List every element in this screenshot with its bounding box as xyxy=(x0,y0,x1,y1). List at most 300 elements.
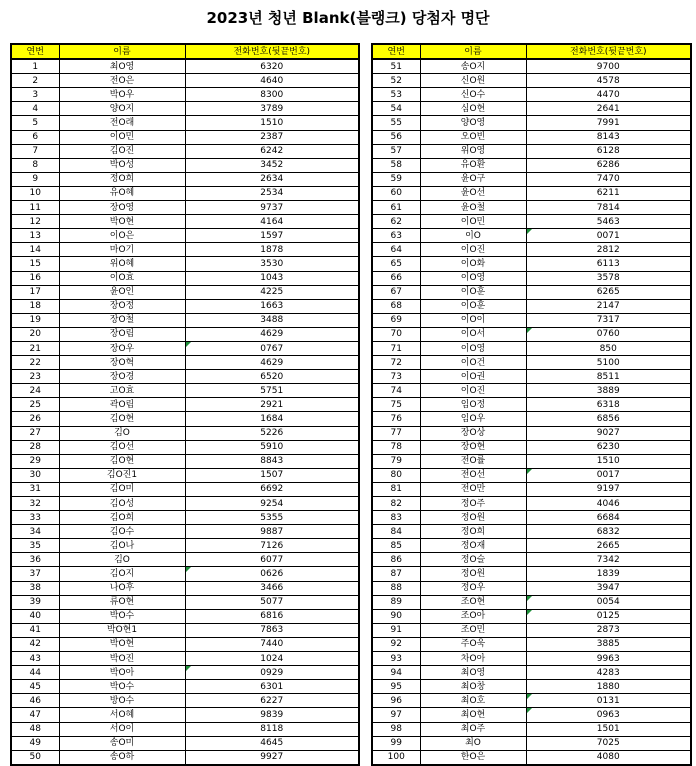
row-phone: 3488 xyxy=(185,313,359,327)
row-phone: 1501 xyxy=(526,722,691,736)
table-row xyxy=(11,637,359,651)
table-row xyxy=(11,511,359,525)
row-phone: 7342 xyxy=(526,553,691,567)
row-phone: 4578 xyxy=(526,74,691,88)
table-row xyxy=(372,750,691,765)
row-phone: 6113 xyxy=(526,257,691,271)
row-name: 전O선 xyxy=(420,468,526,482)
table-row xyxy=(11,454,359,468)
row-number: 45 xyxy=(11,680,59,694)
row-number: 57 xyxy=(372,144,420,158)
row-name: 방O수 xyxy=(59,694,185,708)
table-row xyxy=(372,482,691,496)
row-number: 15 xyxy=(11,257,59,271)
row-number: 86 xyxy=(372,553,420,567)
row-name: 조O민 xyxy=(420,623,526,637)
table-row xyxy=(372,637,691,651)
row-name: 박O현1 xyxy=(59,623,185,637)
table-row xyxy=(372,243,691,257)
row-number: 19 xyxy=(11,313,59,327)
row-name: 윤O철 xyxy=(420,201,526,215)
row-name: 김O미 xyxy=(59,482,185,496)
row-number: 85 xyxy=(372,539,420,553)
table-row xyxy=(11,398,359,412)
row-name: 신O수 xyxy=(420,88,526,102)
table-row xyxy=(372,215,691,229)
row-phone: 6856 xyxy=(526,412,691,426)
row-phone: 4640 xyxy=(185,74,359,88)
row-number: 6 xyxy=(11,130,59,144)
row-name: 정O우 xyxy=(420,581,526,595)
row-phone: 6318 xyxy=(526,398,691,412)
table-row xyxy=(372,313,691,327)
table-row xyxy=(11,567,359,581)
row-name: 장O영 xyxy=(59,201,185,215)
row-phone: 2665 xyxy=(526,539,691,553)
row-number: 78 xyxy=(372,440,420,454)
row-number: 7 xyxy=(11,144,59,158)
page-title: 2023년 청년 Blank(블랭크) 당첨자 명단 xyxy=(206,9,490,27)
row-name: 이O진 xyxy=(420,384,526,398)
row-name: 이O은 xyxy=(59,229,185,243)
row-number: 76 xyxy=(372,412,420,426)
table-row xyxy=(372,356,691,370)
row-number: 39 xyxy=(11,595,59,609)
table-row xyxy=(11,74,359,88)
table-row xyxy=(11,285,359,299)
row-name: 임O우 xyxy=(420,412,526,426)
row-phone: 2873 xyxy=(526,623,691,637)
row-name: 이O권 xyxy=(420,370,526,384)
table-row xyxy=(11,652,359,666)
header-number: 연번 xyxy=(372,44,420,59)
table-row xyxy=(372,201,691,215)
row-name: 최O xyxy=(420,736,526,750)
row-number: 24 xyxy=(11,384,59,398)
table-row xyxy=(372,257,691,271)
row-number: 82 xyxy=(372,497,420,511)
row-number: 88 xyxy=(372,581,420,595)
row-phone: 0131 xyxy=(526,694,691,708)
row-name: 장O림 xyxy=(59,327,185,341)
row-number: 10 xyxy=(11,186,59,200)
row-name: 이O훈 xyxy=(420,285,526,299)
row-number: 40 xyxy=(11,609,59,623)
row-name: 정O재 xyxy=(420,539,526,553)
table-row xyxy=(372,229,691,243)
table-row xyxy=(11,722,359,736)
row-number: 4 xyxy=(11,102,59,116)
row-number: 49 xyxy=(11,736,59,750)
table-row xyxy=(372,694,691,708)
row-name: 최O창 xyxy=(420,680,526,694)
row-number: 89 xyxy=(372,595,420,609)
row-name: 박O수 xyxy=(59,609,185,623)
row-name: 유O혜 xyxy=(59,186,185,200)
row-name: 송O지 xyxy=(420,59,526,74)
row-name: 장O혁 xyxy=(59,356,185,370)
row-name: 전O래 xyxy=(59,116,185,130)
row-number: 2 xyxy=(11,74,59,88)
row-phone: 6242 xyxy=(185,144,359,158)
table-row xyxy=(372,285,691,299)
row-phone: 7025 xyxy=(526,736,691,750)
row-phone: 4629 xyxy=(185,327,359,341)
table-row xyxy=(372,412,691,426)
table-row xyxy=(11,243,359,257)
row-phone: 2921 xyxy=(185,398,359,412)
row-number: 35 xyxy=(11,539,59,553)
table-row xyxy=(372,74,691,88)
row-name: 마O기 xyxy=(59,243,185,257)
row-phone: 4283 xyxy=(526,666,691,680)
row-phone: 6301 xyxy=(185,680,359,694)
table-row xyxy=(372,497,691,511)
row-name: 정O슬 xyxy=(420,553,526,567)
row-phone: 5751 xyxy=(185,384,359,398)
table-row xyxy=(372,722,691,736)
table-row xyxy=(11,257,359,271)
table-row xyxy=(11,666,359,680)
row-name: 박O현 xyxy=(59,637,185,651)
row-name: 나O후 xyxy=(59,581,185,595)
table-row xyxy=(372,370,691,384)
row-name: 김O현 xyxy=(59,454,185,468)
row-phone: 9027 xyxy=(526,426,691,440)
row-number: 56 xyxy=(372,130,420,144)
table-row xyxy=(11,708,359,722)
row-name: 조O아 xyxy=(420,609,526,623)
table-row xyxy=(372,172,691,186)
row-name: 장O현 xyxy=(420,440,526,454)
table-row xyxy=(372,130,691,144)
row-number: 1 xyxy=(11,59,59,74)
row-number: 87 xyxy=(372,567,420,581)
row-phone: 5226 xyxy=(185,426,359,440)
row-number: 11 xyxy=(11,201,59,215)
row-phone: 2641 xyxy=(526,102,691,116)
row-number: 91 xyxy=(372,623,420,637)
row-name: 김O진1 xyxy=(59,468,185,482)
row-name: 정O주 xyxy=(420,497,526,511)
row-number: 72 xyxy=(372,356,420,370)
row-number: 46 xyxy=(11,694,59,708)
row-phone: 8300 xyxy=(185,88,359,102)
row-name: 박O진 xyxy=(59,652,185,666)
row-name: 조O현 xyxy=(420,595,526,609)
row-number: 55 xyxy=(372,116,420,130)
row-number: 37 xyxy=(11,567,59,581)
row-phone: 6211 xyxy=(526,186,691,200)
row-name: 전O은 xyxy=(59,74,185,88)
row-number: 100 xyxy=(372,750,420,765)
table-row xyxy=(372,116,691,130)
row-phone: 0767 xyxy=(185,341,359,355)
row-number: 23 xyxy=(11,370,59,384)
row-name: 김O선 xyxy=(59,440,185,454)
table-row xyxy=(11,102,359,116)
row-phone: 6684 xyxy=(526,511,691,525)
table-row xyxy=(11,680,359,694)
row-number: 32 xyxy=(11,497,59,511)
table-row xyxy=(372,102,691,116)
row-phone: 3466 xyxy=(185,581,359,595)
row-name: 김O희 xyxy=(59,511,185,525)
table-row xyxy=(11,313,359,327)
header-name: 이름 xyxy=(420,44,526,59)
row-name: 최O현 xyxy=(420,708,526,722)
row-phone: 6077 xyxy=(185,553,359,567)
row-number: 36 xyxy=(11,553,59,567)
row-number: 73 xyxy=(372,370,420,384)
table-row xyxy=(372,567,691,581)
row-name: 장O상 xyxy=(420,426,526,440)
table-row xyxy=(11,327,359,341)
row-phone: 8118 xyxy=(185,722,359,736)
row-number: 20 xyxy=(11,327,59,341)
row-phone: 1880 xyxy=(526,680,691,694)
row-phone: 0963 xyxy=(526,708,691,722)
table-header-row xyxy=(372,44,691,59)
row-number: 92 xyxy=(372,637,420,651)
row-phone: 6816 xyxy=(185,609,359,623)
row-phone: 8511 xyxy=(526,370,691,384)
row-number: 83 xyxy=(372,511,420,525)
row-name: 고O효 xyxy=(59,384,185,398)
row-name: 이O xyxy=(420,229,526,243)
table-row xyxy=(11,144,359,158)
row-number: 3 xyxy=(11,88,59,102)
table-row xyxy=(372,158,691,172)
table-row xyxy=(372,623,691,637)
row-phone: 5463 xyxy=(526,215,691,229)
table-row xyxy=(11,130,359,144)
table-body-left xyxy=(11,59,359,765)
row-number: 53 xyxy=(372,88,420,102)
row-name: 심O현 xyxy=(420,102,526,116)
row-phone: 7317 xyxy=(526,313,691,327)
row-phone: 2812 xyxy=(526,243,691,257)
table-row xyxy=(372,271,691,285)
row-phone: 1839 xyxy=(526,567,691,581)
table-row xyxy=(372,144,691,158)
row-phone: 6230 xyxy=(526,440,691,454)
row-number: 52 xyxy=(372,74,420,88)
row-number: 74 xyxy=(372,384,420,398)
row-phone: 850 xyxy=(526,341,691,355)
row-name: 이O효 xyxy=(59,271,185,285)
table-row xyxy=(372,327,691,341)
row-name: 류O현 xyxy=(59,595,185,609)
row-name: 이O영 xyxy=(420,341,526,355)
table-row xyxy=(372,652,691,666)
row-name: 이O훈 xyxy=(420,299,526,313)
table-row xyxy=(372,595,691,609)
row-number: 13 xyxy=(11,229,59,243)
row-name: 장O정 xyxy=(59,299,185,313)
row-number: 14 xyxy=(11,243,59,257)
row-phone: 5355 xyxy=(185,511,359,525)
row-name: 박O아 xyxy=(59,666,185,680)
row-number: 70 xyxy=(372,327,420,341)
table-row xyxy=(11,229,359,243)
table-row xyxy=(372,581,691,595)
row-name: 임O정 xyxy=(420,398,526,412)
table-row xyxy=(11,341,359,355)
row-phone: 0054 xyxy=(526,595,691,609)
row-number: 96 xyxy=(372,694,420,708)
row-phone: 6286 xyxy=(526,158,691,172)
row-name: 정O희 xyxy=(59,172,185,186)
table-row xyxy=(11,553,359,567)
row-number: 28 xyxy=(11,440,59,454)
row-name: 곽O림 xyxy=(59,398,185,412)
table-row xyxy=(11,186,359,200)
row-number: 18 xyxy=(11,299,59,313)
row-number: 80 xyxy=(372,468,420,482)
row-number: 75 xyxy=(372,398,420,412)
row-phone: 4645 xyxy=(185,736,359,750)
row-name: 윤O인 xyxy=(59,285,185,299)
row-phone: 3789 xyxy=(185,102,359,116)
table-row xyxy=(11,581,359,595)
header-number: 연번 xyxy=(11,44,59,59)
row-number: 8 xyxy=(11,158,59,172)
table-row xyxy=(11,694,359,708)
row-name: 전O률 xyxy=(420,454,526,468)
row-name: 송O미 xyxy=(59,736,185,750)
row-phone: 3530 xyxy=(185,257,359,271)
row-name: 김O나 xyxy=(59,539,185,553)
table-row xyxy=(11,370,359,384)
row-number: 99 xyxy=(372,736,420,750)
table-row xyxy=(11,482,359,496)
row-phone: 0017 xyxy=(526,468,691,482)
table-row xyxy=(11,88,359,102)
row-number: 84 xyxy=(372,525,420,539)
row-number: 62 xyxy=(372,215,420,229)
row-phone: 5100 xyxy=(526,356,691,370)
row-phone: 0125 xyxy=(526,609,691,623)
row-phone: 7440 xyxy=(185,637,359,651)
row-phone: 5077 xyxy=(185,595,359,609)
table-row xyxy=(11,426,359,440)
row-name: 위O혜 xyxy=(59,257,185,271)
row-number: 64 xyxy=(372,243,420,257)
table-body-right xyxy=(372,59,691,765)
row-number: 95 xyxy=(372,680,420,694)
table-row xyxy=(11,623,359,637)
row-phone: 0626 xyxy=(185,567,359,581)
row-phone: 4629 xyxy=(185,356,359,370)
row-phone: 1507 xyxy=(185,468,359,482)
row-phone: 5910 xyxy=(185,440,359,454)
table-row xyxy=(11,356,359,370)
row-name: 정O희 xyxy=(420,525,526,539)
row-phone: 3947 xyxy=(526,581,691,595)
row-phone: 9963 xyxy=(526,652,691,666)
table-row xyxy=(11,299,359,313)
row-name: 오O빈 xyxy=(420,130,526,144)
row-name: 정O원 xyxy=(420,511,526,525)
row-name: 김O수 xyxy=(59,525,185,539)
row-name: 위O영 xyxy=(420,144,526,158)
row-name: 김O xyxy=(59,553,185,567)
row-number: 17 xyxy=(11,285,59,299)
row-name: 이O서 xyxy=(420,327,526,341)
row-name: 최O영 xyxy=(59,59,185,74)
row-number: 67 xyxy=(372,285,420,299)
row-number: 50 xyxy=(11,750,59,765)
row-phone: 4164 xyxy=(185,215,359,229)
row-number: 42 xyxy=(11,637,59,651)
row-name: 최O호 xyxy=(420,694,526,708)
table-row xyxy=(11,525,359,539)
row-phone: 7814 xyxy=(526,201,691,215)
row-phone: 6832 xyxy=(526,525,691,539)
table-row xyxy=(372,341,691,355)
row-phone: 9700 xyxy=(526,59,691,74)
row-number: 61 xyxy=(372,201,420,215)
row-number: 98 xyxy=(372,722,420,736)
row-number: 29 xyxy=(11,454,59,468)
row-number: 71 xyxy=(372,341,420,355)
row-number: 43 xyxy=(11,652,59,666)
table-row xyxy=(11,539,359,553)
table-row xyxy=(11,750,359,765)
row-number: 65 xyxy=(372,257,420,271)
row-number: 66 xyxy=(372,271,420,285)
row-number: 38 xyxy=(11,581,59,595)
row-number: 27 xyxy=(11,426,59,440)
table-row xyxy=(372,398,691,412)
row-number: 63 xyxy=(372,229,420,243)
row-phone: 2387 xyxy=(185,130,359,144)
row-name: 이O건 xyxy=(420,356,526,370)
row-phone: 1024 xyxy=(185,652,359,666)
row-phone: 3885 xyxy=(526,637,691,651)
row-phone: 1597 xyxy=(185,229,359,243)
row-name: 윤O선 xyxy=(420,186,526,200)
row-phone: 9197 xyxy=(526,482,691,496)
row-name: 장O우 xyxy=(59,341,185,355)
row-name: 김O xyxy=(59,426,185,440)
row-name: 서O혜 xyxy=(59,708,185,722)
table-row xyxy=(11,172,359,186)
row-name: 이O민 xyxy=(420,215,526,229)
table-row xyxy=(372,426,691,440)
header-phone: 전화번호(뒷끝번호) xyxy=(526,44,691,59)
table-row xyxy=(11,384,359,398)
row-phone: 1510 xyxy=(526,454,691,468)
table-row xyxy=(11,468,359,482)
row-number: 47 xyxy=(11,708,59,722)
table-row xyxy=(372,186,691,200)
row-phone: 9887 xyxy=(185,525,359,539)
row-number: 22 xyxy=(11,356,59,370)
row-number: 58 xyxy=(372,158,420,172)
table-row xyxy=(372,609,691,623)
row-phone: 7126 xyxy=(185,539,359,553)
row-name: 김O지 xyxy=(59,567,185,581)
row-phone: 6692 xyxy=(185,482,359,496)
row-number: 79 xyxy=(372,454,420,468)
header-phone: 전화번호(뒷끝번호) xyxy=(185,44,359,59)
row-number: 93 xyxy=(372,652,420,666)
row-name: 박O우 xyxy=(59,88,185,102)
table-row xyxy=(11,201,359,215)
row-number: 54 xyxy=(372,102,420,116)
